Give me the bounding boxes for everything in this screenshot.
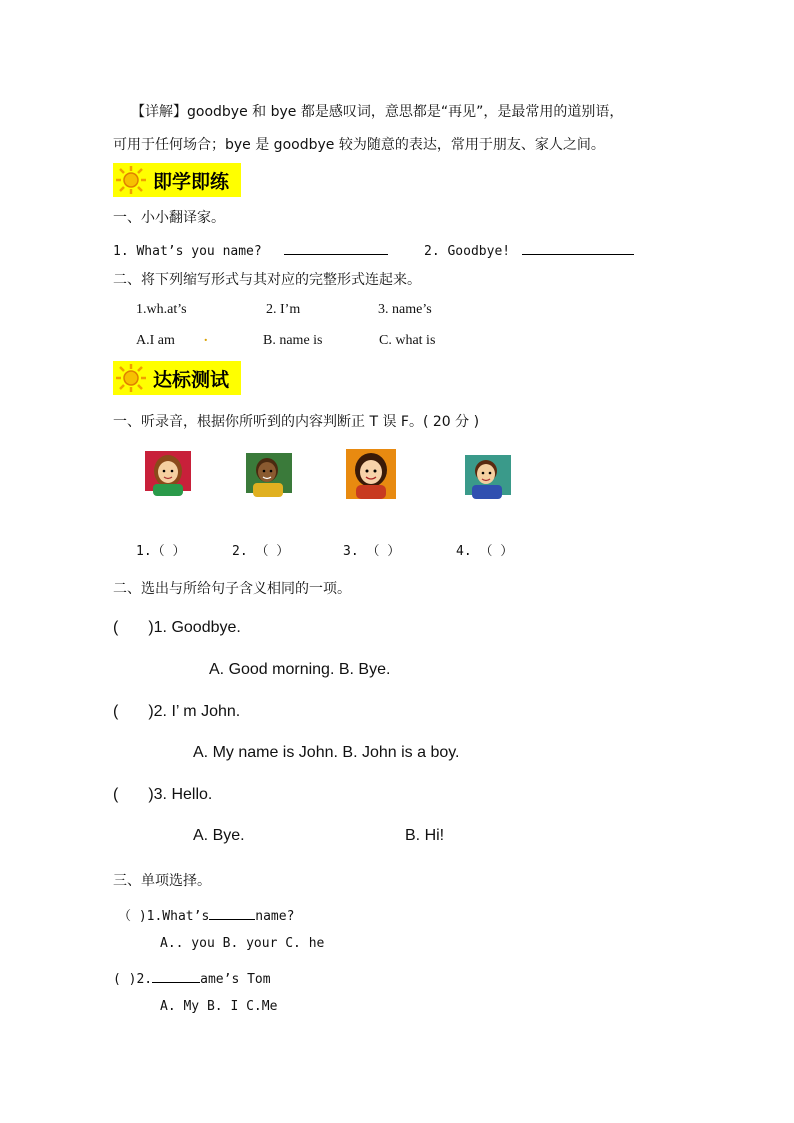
girl-avatar-icon bbox=[145, 451, 191, 497]
single-q1 bbox=[118, 905, 294, 924]
abbr-2: 2. I’m bbox=[266, 302, 301, 317]
question-text: )1. Goodbye. bbox=[148, 619, 241, 636]
question-text: ame’s Tom bbox=[200, 972, 271, 987]
translate-item-1-text: 1. What’s you name? bbox=[113, 244, 262, 259]
stray-dot: . bbox=[204, 330, 208, 345]
choose-q3-option-a: A. Bye. bbox=[193, 827, 245, 844]
girl-avatar-icon bbox=[346, 449, 396, 499]
paren-open: ( bbox=[113, 619, 119, 636]
question-text: ( )2. bbox=[113, 972, 153, 987]
abbr-3: 3. name’s bbox=[378, 302, 432, 317]
single-q2 bbox=[113, 968, 271, 987]
paren-open: ( bbox=[113, 786, 119, 803]
boy-avatar-icon bbox=[465, 455, 511, 501]
paren-open: ( bbox=[113, 703, 119, 720]
answer-blank[interactable] bbox=[209, 905, 255, 920]
sun-icon bbox=[113, 363, 149, 393]
question-text: )3. Hello. bbox=[148, 786, 213, 803]
choose-q1-options: A. Good morning. B. Bye. bbox=[209, 661, 391, 678]
listen-item-4: 4. （ ） bbox=[456, 544, 514, 559]
answer-blank[interactable] bbox=[152, 968, 200, 983]
listen-item-2: 2. （ ） bbox=[232, 544, 290, 559]
full-a: A.I am bbox=[136, 333, 175, 348]
detail-line-1: 【详解】goodbye 和 bye 都是感叹词，意思都是“再见”，是最常用的道别语， bbox=[131, 104, 624, 120]
question-text: （ )1.What’s bbox=[118, 909, 210, 924]
listen-item-3: 3. （ ） bbox=[343, 544, 401, 559]
choose-q3-option-b: B. Hi! bbox=[405, 827, 445, 844]
full-b: B. name is bbox=[263, 333, 323, 348]
banner-title: 达标测试 bbox=[153, 368, 230, 391]
banner-title: 即学即练 bbox=[153, 170, 230, 193]
section-banner-test bbox=[113, 361, 241, 395]
question-text: name? bbox=[255, 909, 295, 924]
choose-heading: 二、选出与所给句子含义相同的一项。 bbox=[113, 581, 351, 597]
listen-heading: 一、听录音，根据你所听到的内容判断正 T 误 F。( 20 分 ) bbox=[113, 414, 480, 430]
answer-blank[interactable] bbox=[284, 240, 388, 255]
answer-blank[interactable] bbox=[522, 240, 634, 255]
single-q2-options: A. My B. I C.Me bbox=[160, 999, 278, 1014]
translate-item-2 bbox=[424, 240, 634, 259]
sun-icon bbox=[113, 165, 149, 195]
abbr-1: 1.wh.at’s bbox=[136, 302, 187, 317]
detail-line-2: 可用于任何场合；bye 是 goodbye 较为随意的表达，常用于朋友、家人之间。 bbox=[113, 137, 605, 153]
translate-item-1 bbox=[113, 240, 388, 259]
boy-avatar-icon bbox=[246, 453, 292, 499]
question-text: )2. I’ m John. bbox=[148, 703, 241, 720]
single-q1-options: A.. you B. your C. he bbox=[160, 936, 325, 951]
full-c: C. what is bbox=[379, 333, 436, 348]
section-banner-practice bbox=[113, 163, 241, 197]
choose-q2-options: A. My name is John. B. John is a boy. bbox=[193, 744, 460, 761]
match-heading: 二、将下列缩写形式与其对应的完整形式连起来。 bbox=[113, 272, 421, 288]
choose-q3 bbox=[113, 786, 212, 804]
choose-q1 bbox=[113, 619, 241, 637]
translate-heading: 一、小小翻译家。 bbox=[113, 210, 225, 226]
choose-q2 bbox=[113, 703, 240, 721]
listen-item-1: 1.（ ） bbox=[136, 544, 186, 559]
translate-item-2-text: 2. Goodbye! bbox=[424, 244, 511, 259]
single-heading: 三、单项选择。 bbox=[113, 873, 211, 889]
